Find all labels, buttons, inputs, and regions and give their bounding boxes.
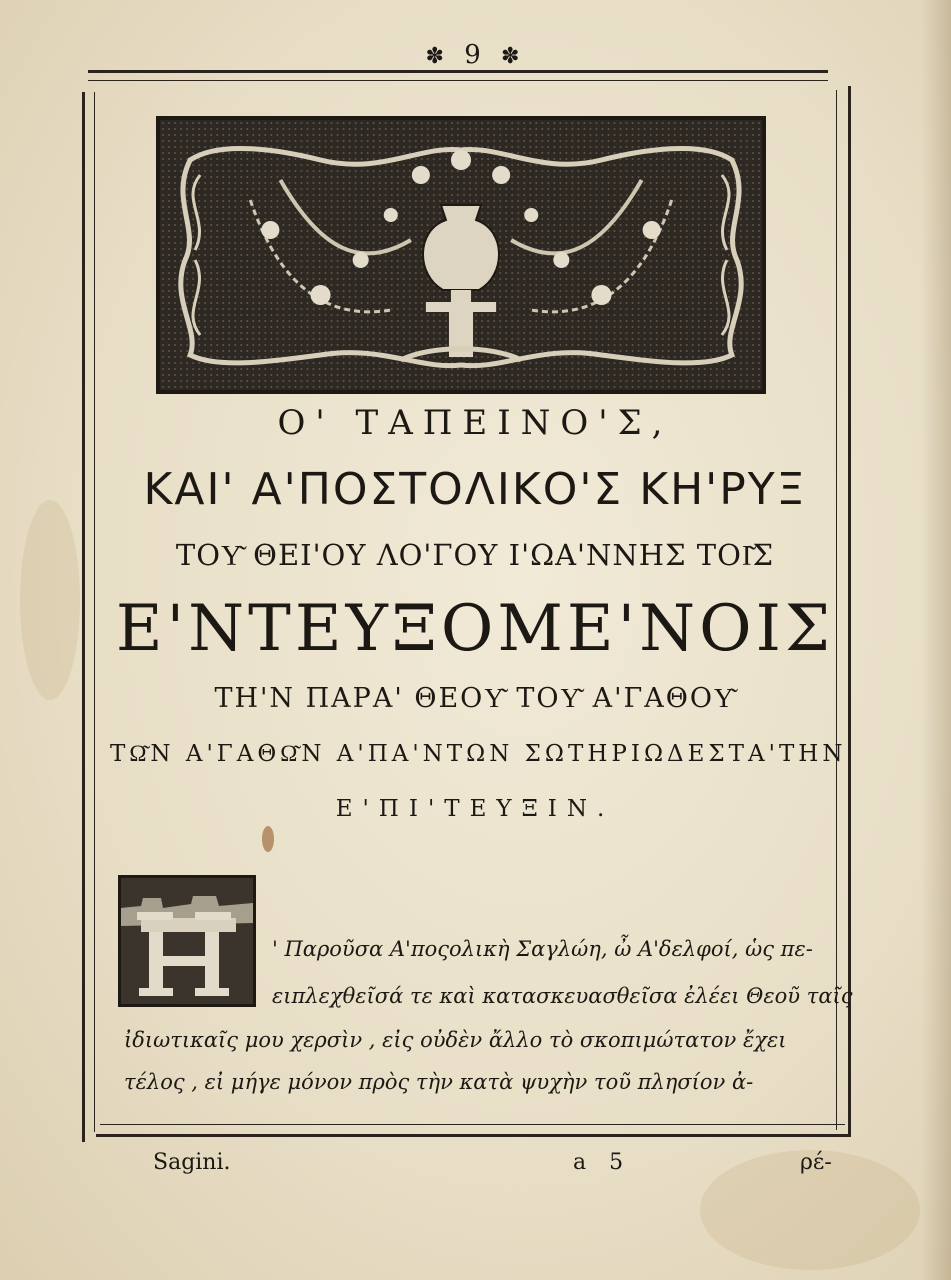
- frame-right-rule: [848, 86, 851, 1136]
- page-header: [0, 40, 951, 70]
- decorated-initial-eta: [118, 875, 256, 1007]
- body-text-line: ἰδιωτικαῖς μου χερσὶν , εἰς οὐδὲν ἄλλο τὸ σκοπιμώτατον ἔχει: [124, 1028, 787, 1052]
- title-line-3: ΤΟΥ͂ ΘΕΙ'ΟΥ ΛΟ'ΓΟΥ Ι'ΩΑ'ΝΝΗΣ ΤΟΙ͂Σ: [175, 538, 775, 572]
- asterisk-flower-icon: ✽: [425, 44, 450, 69]
- frame-bottom-rule: [96, 1134, 851, 1137]
- title-line-6: ΤΩ͂Ν Α'ΓΑΘΩ͂Ν Α'ΠΑ'ΝΤΩΝ ΣΩΤΗΡΙΩΔΕΣΤΑ'ΤΗΝ: [110, 741, 847, 767]
- page-number: 9: [464, 40, 487, 70]
- title-line-5: ΤΗ'Ν ΠΑΡΑ' ΘΕΟΥ͂ ΤΟΥ͂ Α'ΓΑΘΟΥ͂: [214, 683, 736, 714]
- body-text-line: τέλος , εἰ μήγε μόνον πρὸς τὴν κατὰ ψυχὴν τοῦ πλησίον ἀ-: [124, 1070, 754, 1094]
- title-line-4: Ε'ΝΤΕΥΞΟΜΕ'ΝΟΙΣ: [115, 592, 835, 666]
- paper-stain: [262, 826, 274, 852]
- frame-top-rule-inner: [88, 80, 828, 81]
- frame-top-rule: [88, 70, 828, 73]
- body-text-line: ειπλεχθεῖσά τε καὶ κατασκευασθεῖσα ἐλέει Θεοῦ ταῖς: [272, 984, 853, 1008]
- body-text-line: ' Παροῦσα Α'ποςολικὴ Σαγλώη, ὦ Α'δελφοί, ὡς πε-: [272, 937, 813, 961]
- title-line-2: ΚΑΙ' Α'ΠΟΣΤΟΛΙΚΟ'Σ ΚΗ'ΡΥΞ: [143, 464, 807, 515]
- frame-left-rule: [82, 92, 85, 1142]
- footer-signature: Sagini.: [153, 1150, 231, 1175]
- frame-bottom-rule-inner: [100, 1124, 845, 1125]
- vase-garland-headpiece: [156, 116, 766, 394]
- title-line-1: Ο' ΤΑΠΕΙΝΟ'Σ,: [277, 403, 673, 443]
- title-line-7: Ε'ΠΙ'ΤΕΥΞΙΝ.: [335, 796, 615, 822]
- paper-stain: [20, 500, 80, 700]
- asterisk-flower-icon: ✽: [501, 44, 526, 69]
- footer-sheet-mark: a 5: [573, 1150, 632, 1175]
- frame-left-rule-inner: [94, 92, 95, 1132]
- page-edge-shadow: [921, 0, 951, 1280]
- footer-catchword: ρέ-: [800, 1150, 832, 1175]
